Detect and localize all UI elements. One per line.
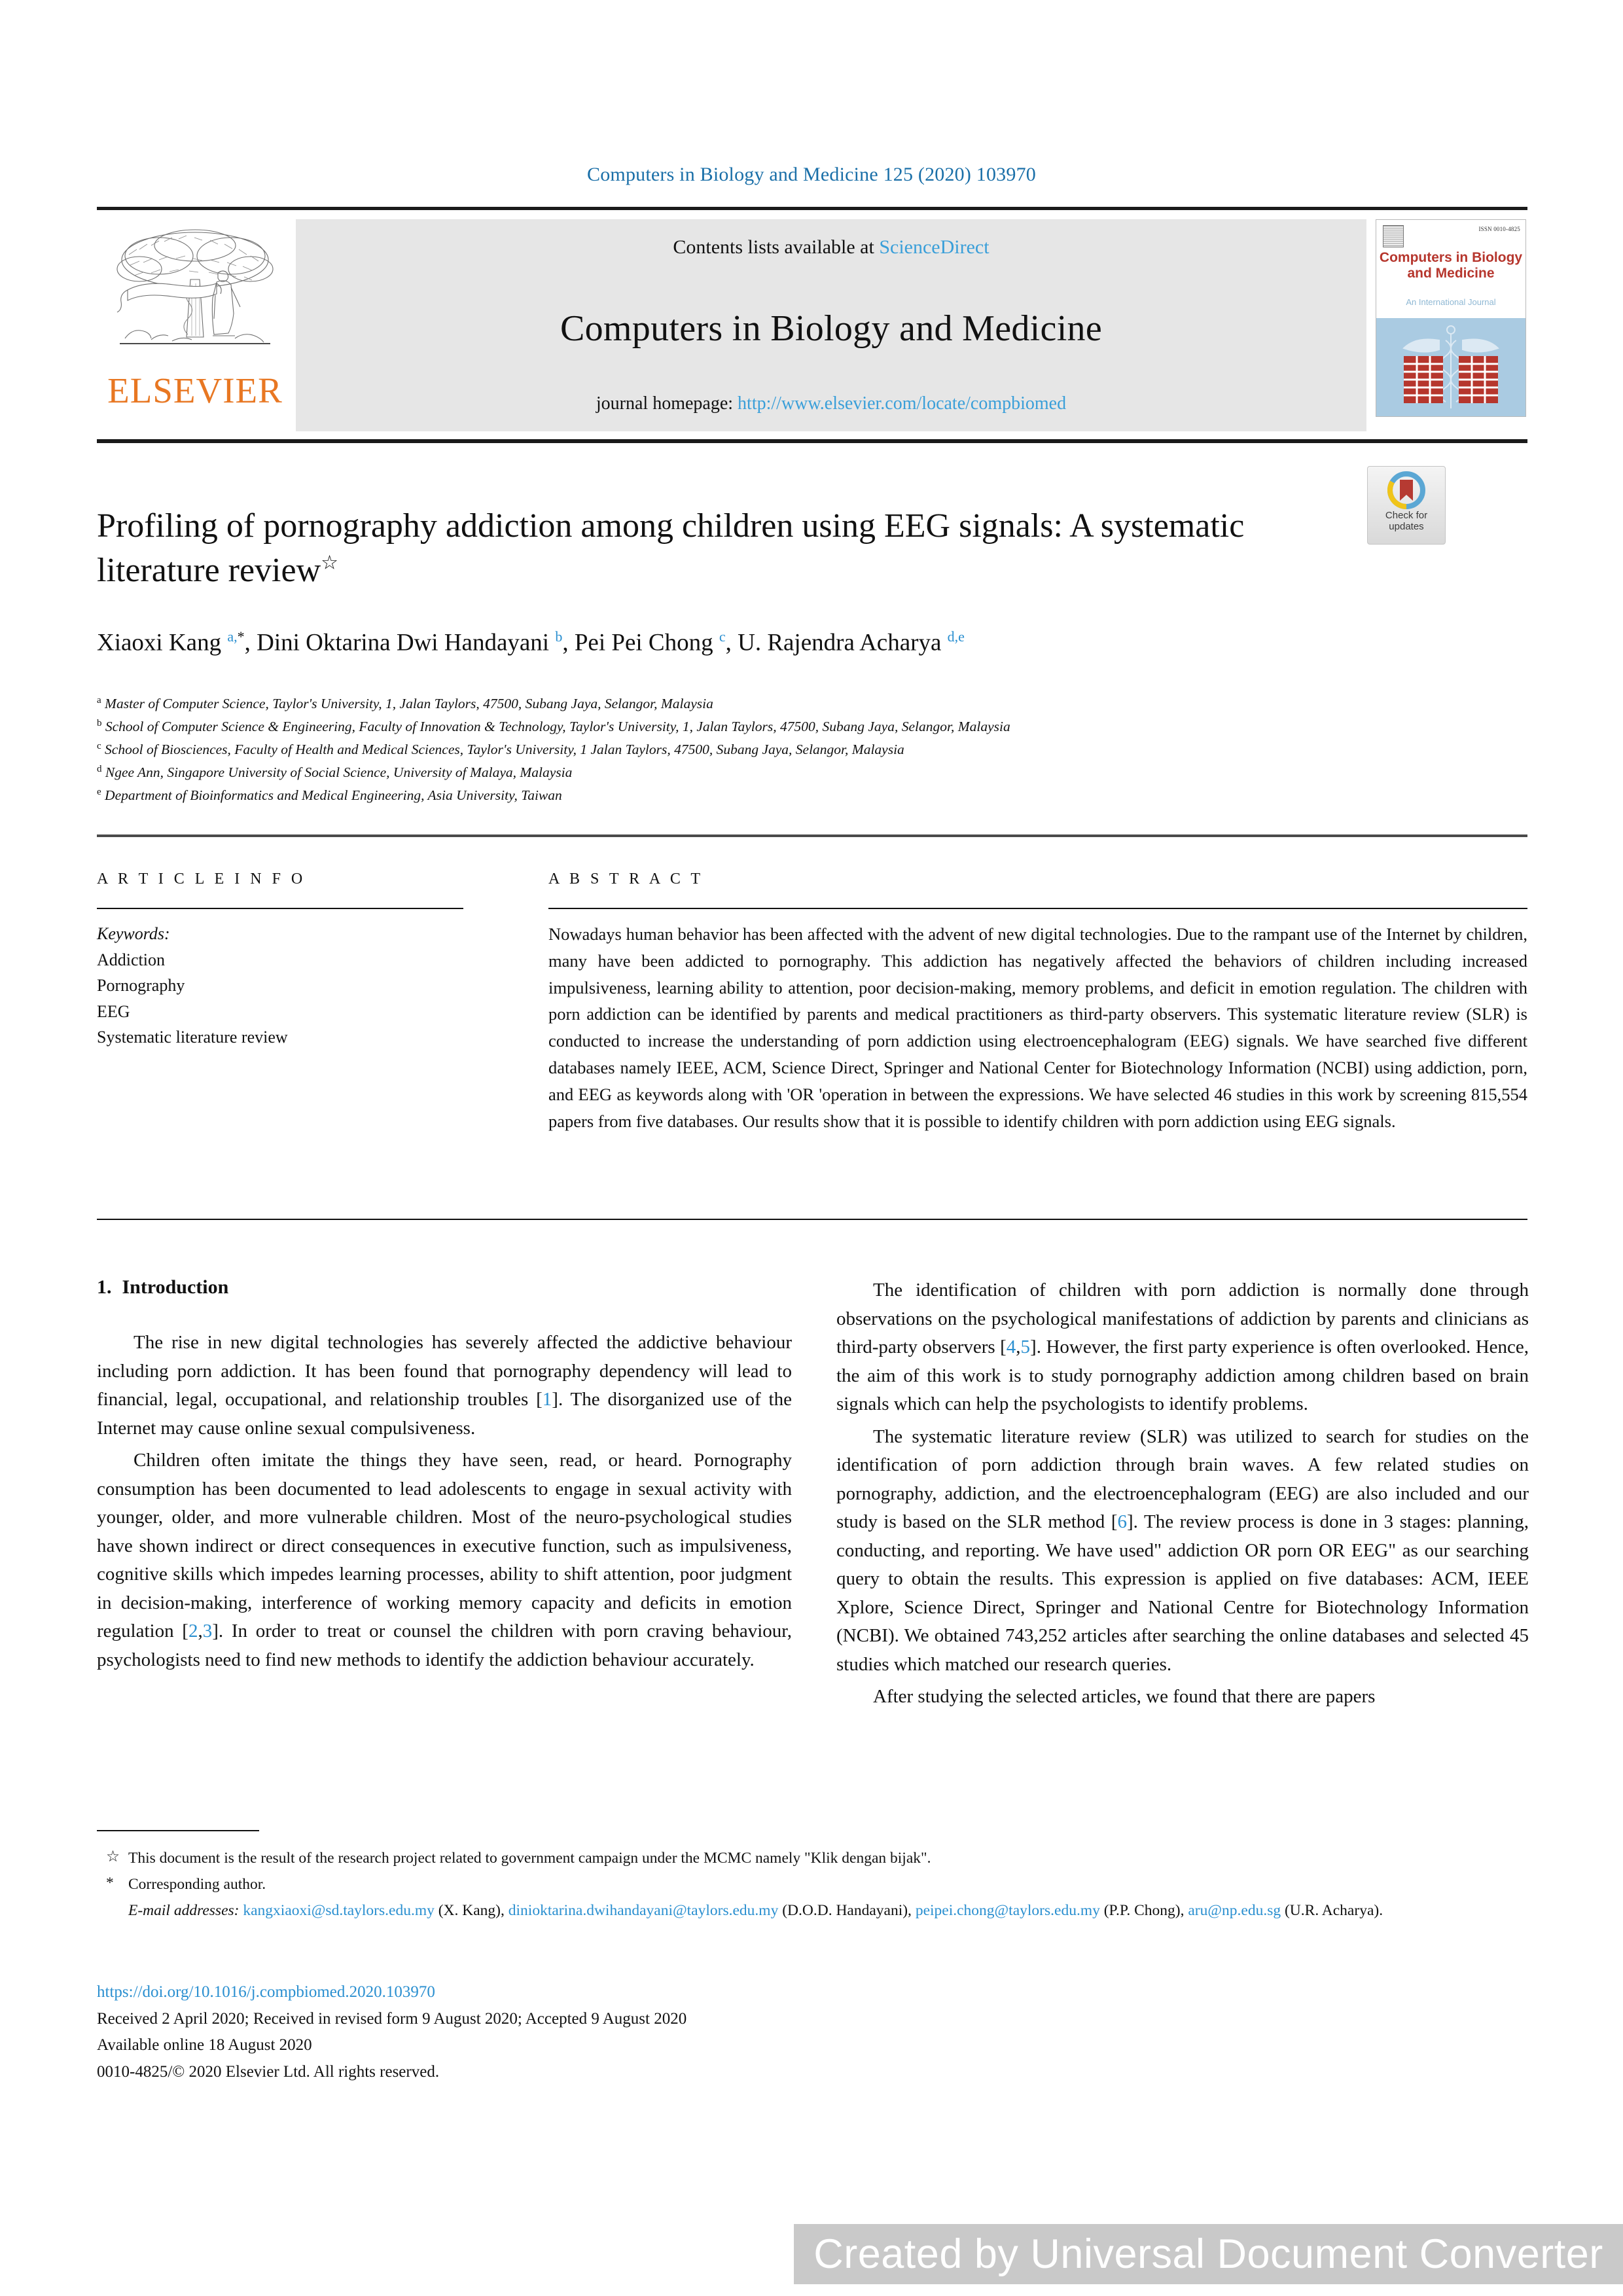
paragraph: After studying the selected articles, we found that there are papers [873, 1686, 1376, 1707]
paragraph: Children often imitate the things they have seen, read, or heard. Pornography consumption has been documented to lead adolescents to engage in sexual activity with younger, older, and more vulnerable children. Most of the neuro-psychological studies have shown indirect or direct consequences in executive function, such as impulsiveness, cognitive skills which impedes learning processes, ability to shift attention, poor judgment in decision-making, interference of working memory capacity and deficits in emotion regulation [2,3]. In order to treat or counsel the children with porn craving behaviour, psychologists need to find new methods to identify the addiction behaviour accurately. [97, 1450, 792, 1670]
affiliation-item [97, 784, 1504, 807]
footnote-divider [97, 1830, 259, 1831]
keyword-item: Pornography [97, 976, 185, 996]
abstract-heading: A B S T R A C T [548, 870, 704, 888]
article-title-text: Profiling of pornography addiction among children using EEG signals: A systematic literature review [97, 507, 1245, 589]
cover-bottom-band [1376, 318, 1525, 416]
cover-journal-title: Computers in Biology and Medicine [1379, 250, 1523, 281]
email-owner: (D.O.D. Handayani), [782, 1902, 912, 1920]
section-title: Introduction [122, 1276, 229, 1298]
page-title [97, 504, 1301, 592]
keywords-label: Keywords: [97, 924, 170, 943]
received-dates: Received 2 April 2020; Received in revised form 9 August 2020; Accepted 9 August 2020 [97, 2009, 687, 2028]
body-column-left [97, 1276, 792, 1678]
homepage-label: journal homepage: [596, 393, 734, 414]
info-top-divider [97, 834, 1527, 837]
cover-top-white [1376, 220, 1525, 318]
abstract-column [548, 870, 1527, 1134]
footnote-corresponding [97, 1872, 1530, 1897]
keyword-item: Addiction [97, 950, 165, 969]
running-head: Computers in Biology and Medicine 125 (2020) 103970 [587, 164, 1036, 185]
elsevier-wordmark: ELSEVIER [107, 370, 283, 410]
crossmark-line2: updates [1389, 521, 1424, 533]
affiliation-mark: c [97, 740, 101, 751]
section-number: 1. [97, 1276, 112, 1298]
title-footnote-marker[interactable]: ☆ [321, 552, 339, 574]
keyword-item: EEG [97, 1001, 130, 1021]
email-link[interactable]: peipei.chong@taylors.edu.my [915, 1902, 1100, 1920]
crossmark-icon [1387, 471, 1425, 509]
cover-subtitle: An International Journal [1406, 297, 1496, 307]
paragraph: The rise in new digital technologies has severely affected the addictive behaviour including porn addiction. It has been found that pornography dependency will lead to financial, legal, occupational, and relationship troubles [1]. The disorganized use of the Internet may cause online sexual compulsiveness. [97, 1332, 792, 1439]
footnote-corresponding-text: Corresponding author. [128, 1876, 266, 1893]
email-addresses-label: E-mail addresses: [128, 1902, 240, 1920]
cover-elsevier-icon [1383, 225, 1404, 247]
affiliation-text: School of Computer Science & Engineering, Faculty of Innovation & Technology, Taylor's University, 1, Jalan Taylors, 47500, Subang Jaya, Selangor, Malaysia [105, 719, 1010, 735]
abstract-bottom-divider [97, 1219, 1527, 1220]
email-link[interactable]: dinioktarina.dwihandayani@taylors.edu.my [508, 1902, 779, 1920]
affiliation-mark: a [97, 695, 101, 706]
paragraph: The systematic literature review (SLR) was utilized to search for studies on the identification of porn addiction through brain waves. A few related studies on pornography, addiction, and the electroencephalogram (EEG) are also included and our study is based on the SLR method [6]. The review process is done in 3 stages: planning, conducting, and reporting. We have used" addiction OR porn OR EEG" as our searching query to obtain the results. This expression is applied on five databases: ACM, IEEE Xplore, Science Direct, Springer and National Centre for Biotechnology Information (NCBI). We obtained 743,252 articles after searching the online databases and selected 45 studies which matched our research queries. [836, 1426, 1529, 1675]
affiliation-item [97, 715, 1504, 738]
footnote-dagger-mark: ☆ [106, 1848, 120, 1865]
keywords-block [97, 921, 463, 1050]
journal-band [296, 219, 1366, 431]
cover-issn: ISSN 0010-4825 [1478, 226, 1520, 232]
affiliation-mark: e [97, 786, 101, 797]
abstract-text: Nowadays human behavior has been affected with the advent of new digital technologies. Due to the rampant use of the Internet by children, many have been addicted to pornography. This addiction has negatively affected the behaviors of children including increased impulsiveness, learning ability to attention, poor decision-making, memory problems, and deficit in emotion regulation. The children with porn addiction can be identified by parents and medical practitioners as third-party observers. This systematic literature review (SLR) is conducted to increase the understanding of porn addiction using electroencephalogram (EEG) signals. We have searched five different databases namely IEEE, ACM, Science Direct, Springer and National Center for Biotechnology Information (NCBI) using addiction, porn, and EEG as keywords along with 'OR 'operation in between the expressions. We have selected 46 studies in this work by screening 815,554 papers from five databases. Our results show that it is possible to identify children with porn addiction using EEG signals. [548, 924, 1527, 1131]
affiliation-mark: b [97, 717, 102, 728]
copyright-line: 0010-4825/© 2020 Elsevier Ltd. All rights reserved. [97, 2062, 440, 2081]
affiliation-text: Ngee Ann, Singapore University of Social Science, University of Malaya, Malaysia [105, 764, 573, 781]
journal-title: Computers in Biology and Medicine [560, 308, 1103, 349]
affiliation-text: School of Biosciences, Faculty of Health and Medical Sciences, Taylor's University, 1 Jalan Taylors, 47500, Subang Jaya, Selangor, Malaysia [105, 742, 904, 758]
body-column-right [836, 1276, 1529, 1715]
affiliation-text: Master of Computer Science, Taylor's University, 1, Jalan Taylors, 47500, Subang Jaya, Selangor, Malaysia [105, 696, 713, 712]
affiliation-text: Department of Bioinformatics and Medical Engineering, Asia University, Taiwan [105, 787, 562, 804]
sciencedirect-link[interactable]: ScienceDirect [879, 236, 990, 258]
crossmark-badge[interactable] [1367, 466, 1446, 545]
email-owner: (X. Kang), [438, 1902, 505, 1920]
email-owner: (U.R. Acharya). [1284, 1902, 1383, 1920]
contents-lists-line [302, 236, 1360, 259]
elsevier-logo [97, 219, 293, 408]
crossmark-label [1368, 510, 1445, 533]
journal-cover-thumbnail [1376, 219, 1526, 417]
paragraph: The identification of children with porn addiction is normally done through observations on the psychological manifestations of addiction by parents and clinicians as third-party observers [4,5]. However, the first party experience is often overlooked. Hence, the aim of this work is to study pornography addiction among children based on brain signals which can help the psychologists to identify problems. [836, 1280, 1529, 1414]
author-list: Xiaoxi Kang $^{a,*}$, Dini Oktarina Dwi Handayani $^b$, Pei Pei Chong $^c$, U. Rajendra Acharya $^{d,e}$ [97, 628, 965, 656]
footnote-block [97, 1846, 1530, 1924]
publication-info [97, 1979, 1530, 2085]
caduceus-abacus-icon [1376, 318, 1525, 416]
elsevier-tree-icon [113, 222, 277, 371]
affiliation-item [97, 692, 1504, 715]
keyword-item: Systematic literature review [97, 1028, 288, 1047]
crossmark-line1: Check for [1385, 510, 1428, 521]
section-heading-introduction [97, 1276, 792, 1299]
footnote-emails [97, 1898, 1530, 1923]
article-info-heading: A R T I C L E I N F O [97, 870, 306, 888]
footnote-dagger-text: This document is the result of the research project related to government campaign under the MCMC namely "Klik dengan bijak". [128, 1850, 931, 1867]
email-link[interactable]: kangxiaoxi@sd.taylors.edu.my [243, 1902, 435, 1920]
doi-link[interactable]: https://doi.org/10.1016/j.compbiomed.2020.103970 [97, 1983, 435, 2001]
available-online: Available online 18 August 2020 [97, 2036, 312, 2054]
watermark-banner: Created by Universal Document Converter [794, 2224, 1623, 2284]
footnote-corresponding-mark: * [106, 1874, 114, 1892]
email-link[interactable]: aru@np.edu.sg [1188, 1902, 1281, 1920]
contents-prefix: Contents lists available at [673, 236, 874, 258]
email-owner: (P.P. Chong), [1103, 1902, 1185, 1920]
affiliation-item [97, 761, 1504, 784]
journal-masthead [97, 207, 1527, 443]
abstract-rule [548, 908, 1527, 909]
affiliation-list [97, 692, 1504, 807]
journal-homepage-line [302, 393, 1360, 414]
affiliation-item [97, 738, 1504, 761]
article-info-rule [97, 908, 463, 909]
affiliation-mark: d [97, 763, 102, 774]
homepage-url-link[interactable]: http://www.elsevier.com/locate/compbiomed [738, 393, 1067, 414]
footnote-dagger [97, 1846, 1530, 1871]
article-info-column [97, 870, 463, 1050]
